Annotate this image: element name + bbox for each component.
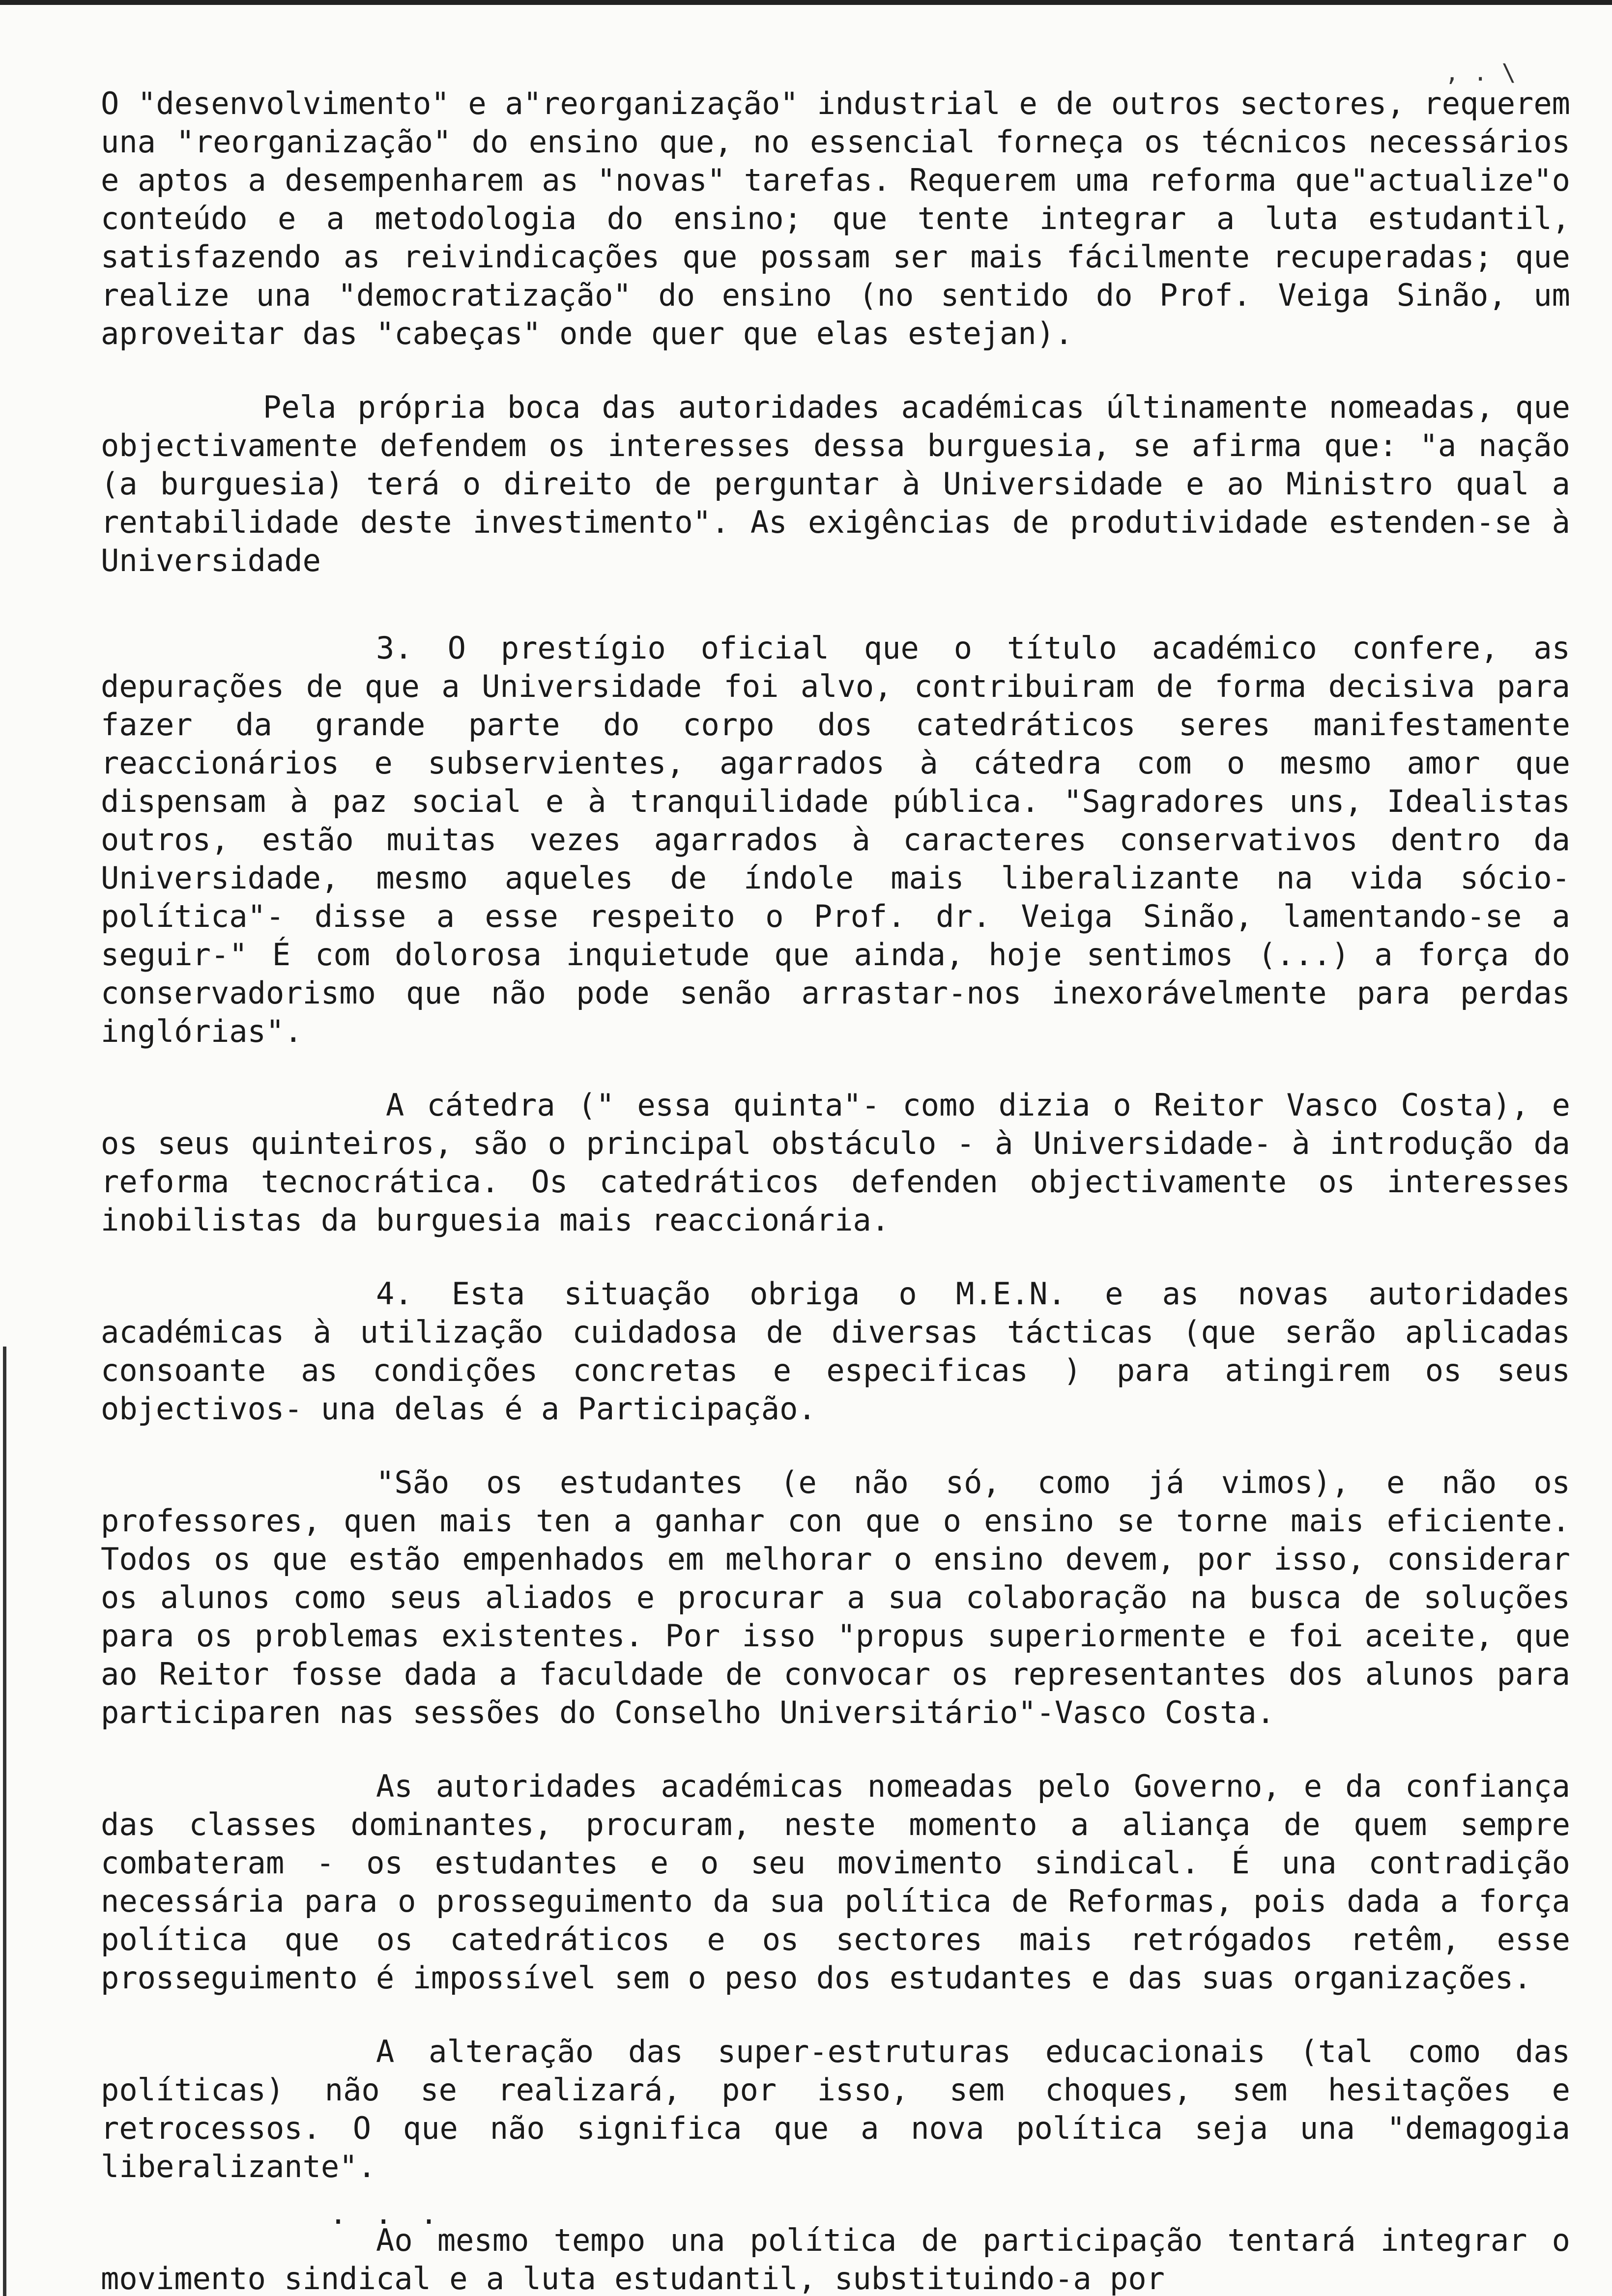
left-border-rule <box>3 1347 6 2296</box>
footer-ellipsis: . . . <box>329 2197 443 2231</box>
paragraph-1: O "desenvolvimento" e a"reorganização" industrial e de outros sectores, requerem una "reorganização" do ensino que, no essencial forneça os técnicos necessários e aptos a desempenharem as "novas" tarefas. Requerem uma reforma que"actualize"o conteúdo e a metodologia do ensino; que tente integrar a luta estudantil, satisfazendo as reivindicações que possam ser mais fácilmente recuperadas; que realize una "democratização" do ensino (no sentido do Prof. Veiga Sinão, um aproveitar das "cabeças" onde quer que elas estejan). <box>101 86 1570 351</box>
paragraph-5: 4. Esta situação obriga o M.E.N. e as novas autoridades académicas à utilização cuidadosa de diversas tácticas (que serão aplicadas consoante as condições concretas e especificas ) para atingirem os seus objectivos- una delas é a Participação. <box>101 1276 1570 1427</box>
paragraph-2: Pela própria boca das autoridades académicas últinamente nomeadas, que objectivamente defendem os interesses dessa burguesia, se afirma que: "a nação (a burguesia) terá o direito de perguntar à Universidade e ao Ministro qual a rentabilidade deste investimento". As exigências de produtividade estenden-se à Universidade <box>101 389 1570 578</box>
paragraph-7: As autoridades académicas nomeadas pelo Governo, e da confiança das classes dominantes, procuram, neste momento a aliança de quem sempre combateram - os estudantes e o seu movimento sindical. É una contradição necessária para o prosseguimento da sua política de Reformas, pois dada a força política que os catedráticos e os sectores mais retrógados retêm, esse prosseguimento é impossível sem o peso dos estudantes e das suas organizações. <box>101 1768 1570 1996</box>
paragraph-8: A alteração das super-estruturas educacionais (tal como das políticas) não se realizará, por isso, sem choques, sem hesitações e retrocessos. O que não significa que a nova política seja una "demagogia liberalizante". <box>101 2034 1570 2184</box>
body-text <box>101 85 1570 2296</box>
top-border-rule <box>0 0 1612 5</box>
paragraph-4: A cátedra (" essa quinta"- como dizia o Reitor Vasco Costa), e os seus quinteiros, são o principal obstáculo - à Universidade- à introdução da reforma tecnocrática. Os catedráticos defenden objectivamente os interesses inobilistas da burguesia mais reaccionária. <box>101 1087 1570 1238</box>
corner-marks: , . \ <box>1445 59 1516 86</box>
paragraph-3: 3. O prestígio oficial que o título académico confere, as depurações de que a Universidade foi alvo, contribuiram de forma decisiva para fazer da grande parte do corpo dos catedráticos seres manifestamente reaccionários e subservientes, agarrados à cátedra com o mesmo amor que dispensam à paz social e à tranquilidade pública. "Sagradores uns, Idealistas outros, estão muitas vezes agarrados à caracteres conservativos dentro da Universidade, mesmo aqueles de índole mais liberalizante na vida sócio-política"- disse a esse respeito o Prof. dr. Veiga Sinão, lamentando-se a seguir-" É com dolorosa inquietude que ainda, hoje sentimos (...) a força do conservadorismo que não pode senão arrastar-nos inexorávelmente para perdas inglórias". <box>101 630 1570 1049</box>
paragraph-6: "São os estudantes (e não só, como já vimos), e não os professores, quen mais ten a ganhar con que o ensino se torne mais eficiente. Todos os que estão empenhados em melhorar o ensino devem, por isso, considerar os alunos como seus aliados e procurar a sua colaboração na busca de soluções para os problemas existentes. Por isso "propus superiormente e foi aceite, que ao Reitor fosse dada a faculdade de convocar os representantes dos alunos para participaren nas sessões do Conselho Universitário"-Vasco Costa. <box>101 1464 1570 1730</box>
paragraph-9: Ao mesmo tempo una política de participação tentará integrar o movimento sindical e a luta estudantil, substituindo-a por <box>101 2222 1570 2296</box>
